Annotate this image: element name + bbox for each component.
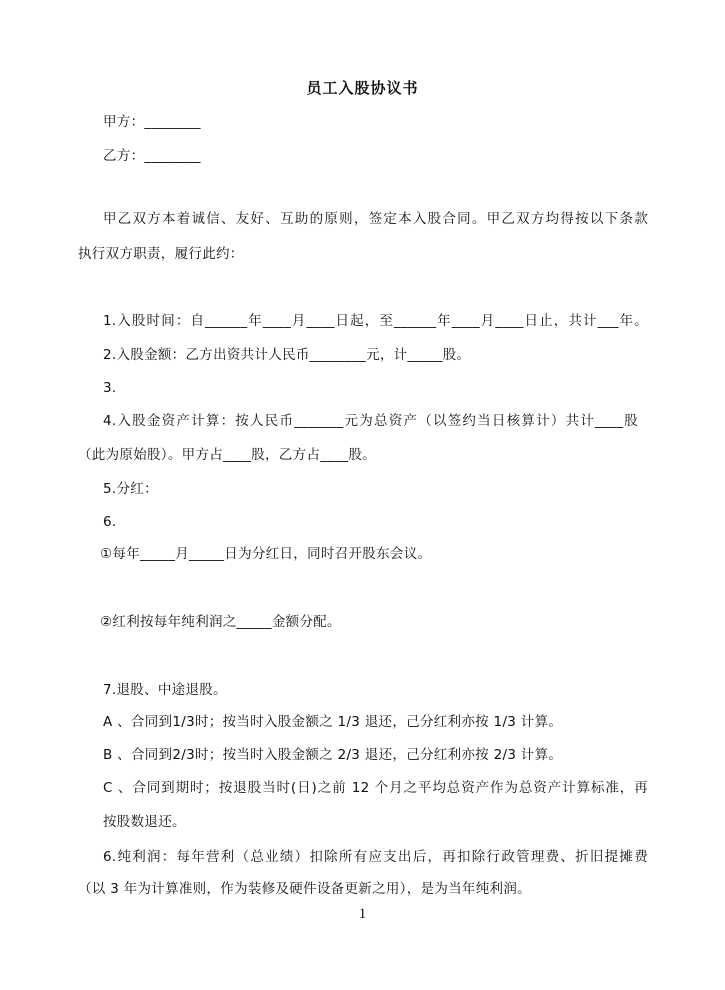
- page-number: 1: [358, 906, 367, 922]
- party-a-line: 甲方：________: [103, 114, 201, 130]
- clause-3: 3.: [103, 380, 117, 396]
- dividend-item-2: ②红利按每年纯利润之_____金额分配。: [100, 614, 341, 630]
- clause-4-asset-calc-line-2: （此为原始股）。甲方占____股，乙方占____股。: [78, 447, 377, 463]
- clause-2-entry-amount: 2.入股金额：乙方出资共计人民币________元，计_____股。: [103, 347, 471, 363]
- clause-5-dividend: 5.分红：: [103, 481, 158, 497]
- party-b-line: 乙方：________: [103, 148, 201, 164]
- net-profit-line-1: 6.纯利润：每年营利（总业绩）扣除所有应支出后，再扣除行政管理费、折旧提摊费: [103, 849, 648, 865]
- withdrawal-item-b: B 、合同到2/3时；按当时入股金额之 2/3 退还，己分红利亦按 2/3 计算。: [103, 747, 563, 763]
- withdrawal-item-a: A 、合同到1/3时；按当时入股金额之 1/3 退还，己分红利亦按 1/3 计算。: [103, 714, 563, 730]
- withdrawal-item-c-line-2: 按股数退还。: [103, 814, 186, 830]
- clause-1-entry-time: 1.入股时间：自______年____月____日起，至______年____月____日止，共计___年。: [103, 313, 648, 329]
- clause-6: 6.: [103, 514, 117, 530]
- dividend-item-1: ①每年_____月_____日为分红日，同时召开股东会议。: [100, 546, 432, 562]
- intro-paragraph-line-2: 执行双方职责，履行此约：: [78, 246, 244, 262]
- intro-paragraph-line-1: 甲乙双方本着诚信、友好、互助的原则，签定本入股合同。甲乙双方均得按以下条款: [103, 211, 648, 227]
- net-profit-line-2: （以 3 年为计算准则，作为装修及硬件设备更新之用），是为当年纯利润。: [78, 881, 531, 897]
- withdrawal-item-c-line-1: C 、合同到期时；按退股当时(日)之前 12 个月之平均总资产作为总资产计算标准，再: [103, 780, 648, 796]
- clause-4-asset-calc-line-1: 4.入股金资产计算：按人民币_______元为总资产（以签约当日核算计）共计____股: [103, 413, 638, 429]
- clause-7-withdrawal: 7.退股、中途退股。: [103, 682, 227, 698]
- document-title: 员工入股协议书: [306, 79, 419, 97]
